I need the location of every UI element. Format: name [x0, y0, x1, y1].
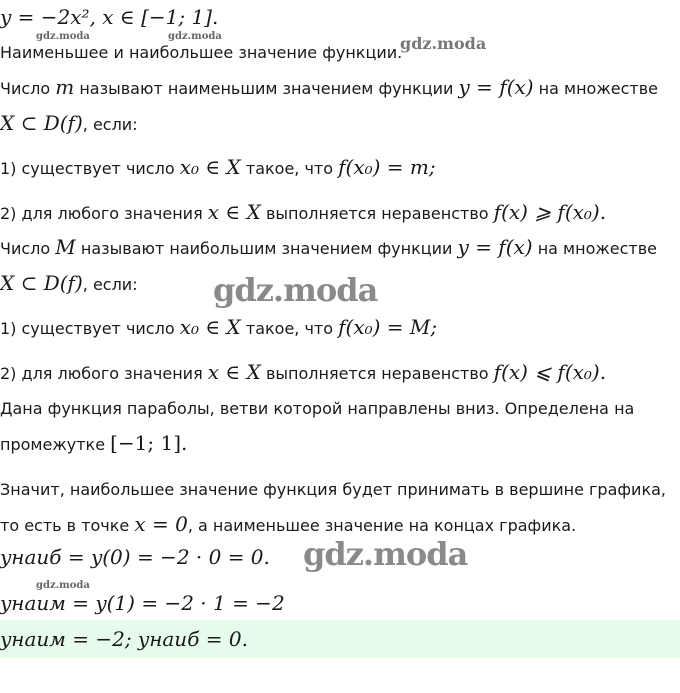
watermark-large: gdz.moda — [213, 271, 378, 309]
section-title: Наименьшее и наибольшее значение функции. — [0, 43, 403, 62]
min-condition-1: 1) существует число x₀ ∈ X такое, что f(x₀) = m; — [0, 155, 436, 179]
max-var: M — [55, 235, 76, 259]
min-definition-set: X ⊂ D(f), если: — [0, 111, 138, 135]
watermark-medium: gdz.moda — [400, 34, 487, 53]
parabola-line-2: промежутке [−1; 1]. — [0, 431, 188, 455]
watermark-small: gdz.moda — [168, 31, 222, 42]
min-var: m — [55, 75, 75, 99]
header-equation: y = −2x², x ∈ [−1; 1]. — [0, 5, 219, 29]
watermark-large: gdz.moda — [303, 535, 468, 573]
conclusion-line-1: Значит, наибольшее значение функция будет принимать в вершине графика, — [0, 480, 666, 499]
max-calculation: yнаиб = y(0) = −2 · 0 = 0. — [0, 545, 270, 569]
watermark-small: gdz.moda — [36, 31, 90, 42]
min-calculation: yнаим = y(1) = −2 · 1 = −2 — [0, 591, 285, 615]
max-definition-set: X ⊂ D(f), если: — [0, 271, 138, 295]
function-expr: y = f(x) — [457, 235, 533, 259]
max-definition: Число M называют наибольшим значением функции y = f(x) на множестве — [0, 235, 658, 259]
max-condition-2: 2) для любого значения x ∈ X выполняется неравенство f(x) ⩽ f(x₀). — [0, 360, 607, 384]
max-condition-1: 1) существует число x₀ ∈ X такое, что f(x₀) = M; — [0, 315, 438, 339]
set-expr: X ⊂ D(f) — [0, 271, 83, 295]
answer-text: yнаим = −2; yнаиб = 0. — [0, 627, 248, 651]
min-definition: Число m называют наименьшим значением функции y = f(x) на множестве — [0, 75, 658, 99]
function-expr: y = f(x) — [458, 75, 534, 99]
set-expr: X ⊂ D(f) — [0, 111, 83, 135]
conclusion-line-2: то есть в точке x = 0, а наименьшее значение на концах графика. — [0, 512, 577, 536]
parabola-line-1: Дана функция параболы, ветви которой направлены вниз. Определена на — [0, 399, 635, 418]
min-condition-2: 2) для любого значения x ∈ X выполняется неравенство f(x) ⩾ f(x₀). — [0, 200, 607, 224]
watermark-small: gdz.moda — [36, 580, 90, 591]
interval: [−1; 1]. — [110, 431, 188, 455]
